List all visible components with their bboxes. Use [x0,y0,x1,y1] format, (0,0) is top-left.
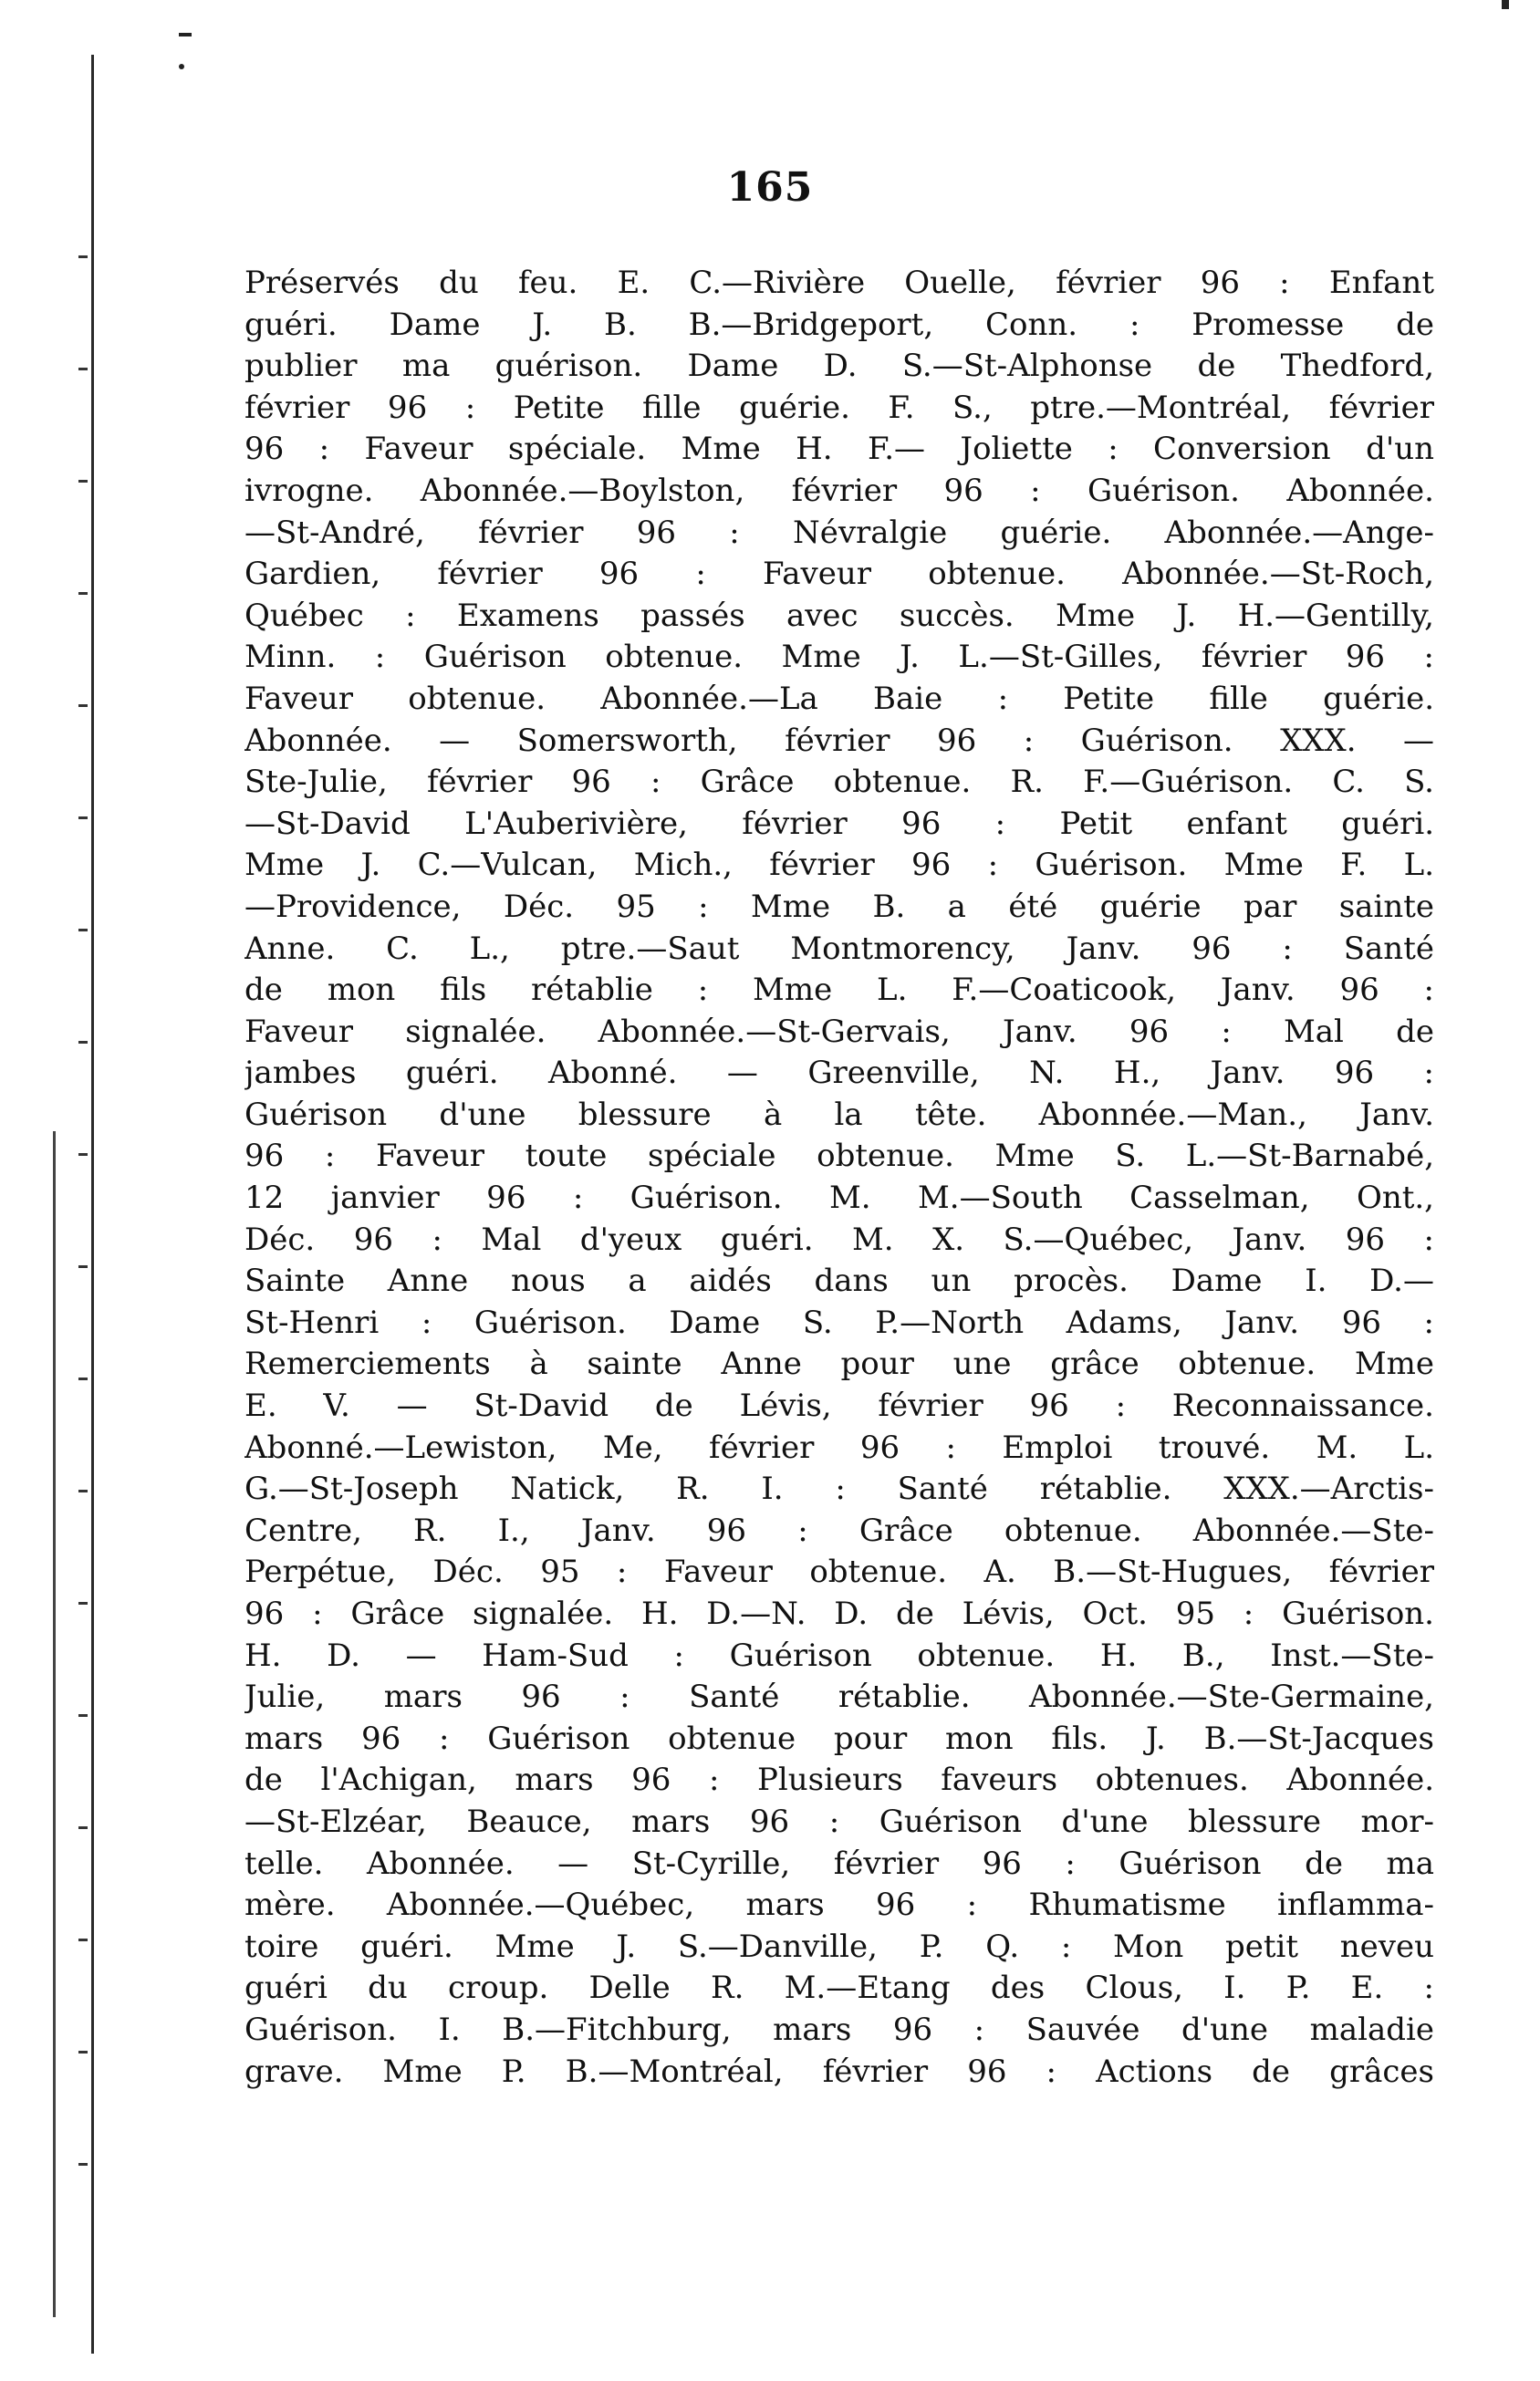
page-number: 165 [726,164,814,211]
text-line: G.—St-Joseph Natick, R. I. : Santé rétablie. XXX.—Arctis- [245,1471,1434,1508]
text-line: Minn. : Guérison obtenue. Mme J. L.—St-Gilles, février 96 : [245,639,1434,676]
text-line: Guérison d'une blessure à la tête. Abonnée.—Man., Janv. [245,1096,1434,1133]
text-line: Faveur signalée. Abonnée.—St-Gervais, Janv. 96 : Mal de [245,1013,1434,1050]
text-line: grave. Mme P. B.—Montréal, février 96 : Actions de grâces [245,2053,1434,2090]
text-line: 96 : Faveur toute spéciale obtenue. Mme S. L.—St-Barnabé, [245,1138,1434,1175]
text-line: Mme J. C.—Vulcan, Mich., février 96 : Guérison. Mme F. L. [245,847,1434,884]
text-line: H. D. — Ham-Sud : Guérison obtenue. H. B., Inst.—Ste- [245,1637,1434,1674]
text-line: ivrogne. Abonnée.—Boylston, février 96 : Guérison. Abonnée. [245,472,1434,509]
text-line: Préservés du feu. E. C.—Rivière Ouelle, février 96 : Enfant [245,265,1434,301]
text-line: Québec : Examens passés avec succès. Mme J. H.—Gentilly, [245,597,1434,634]
scan-mark-dash [179,33,192,36]
text-line: Déc. 96 : Mal d'yeux guéri. M. X. S.—Québec, Janv. 96 : [245,1221,1434,1258]
text-line: mère. Abonnée.—Québec, mars 96 : Rhumatisme inflamma- [245,1887,1434,1924]
text-line: E. V. — St-David de Lévis, février 96 : Reconnaissance. [245,1388,1434,1425]
text-line: Abonné.—Lewiston, Me, février 96 : Emploi trouvé. M. L. [245,1429,1434,1466]
text-line: de l'Achigan, mars 96 : Plusieurs faveurs obtenues. Abonnée. [245,1762,1434,1799]
text-line: 96 : Faveur spéciale. Mme H. F.— Joliette : Conversion d'un [245,431,1434,468]
text-line: Julie, mars 96 : Santé rétablie. Abonnée.—Ste-Germaine, [245,1679,1434,1716]
text-line: St-Henri : Guérison. Dame S. P.—North Adams, Janv. 96 : [245,1304,1434,1341]
text-line: —St-David L'Auberivière, février 96 : Petit enfant guéri. [245,805,1434,842]
page-edge-shadow [53,1131,56,2317]
scan-mark-corner [1502,0,1509,9]
text-line: Faveur obtenue. Abonnée.—La Baie : Petite fille guérie. [245,680,1434,717]
text-line: —St-André, février 96 : Névralgie guérie. Abonnée.—Ange- [245,514,1434,551]
text-line: —Providence, Déc. 95 : Mme B. a été guérie par sainte [245,888,1434,925]
body-text [245,263,1434,2093]
text-line: Centre, R. I., Janv. 96 : Grâce obtenue. Abonnée.—Ste- [245,1512,1434,1549]
text-line: guéri. Dame J. B. B.—Bridgeport, Conn. : Promesse de [245,306,1434,343]
text-line: guéri du croup. Delle R. M.—Etang des Clous, I. P. E. : [245,1970,1434,2007]
text-line: Remerciements à sainte Anne pour une grâce obtenue. Mme [245,1346,1434,1383]
text-line: —St-Elzéar, Beauce, mars 96 : Guérison d'une blessure mor- [245,1803,1434,1840]
text-line: publier ma guérison. Dame D. S.—St-Alphonse de Thedford, [245,348,1434,385]
text-line: Abonnée. — Somersworth, février 96 : Guérison. XXX. — [245,722,1434,759]
text-line: 96 : Grâce signalée. H. D.—N. D. de Lévis, Oct. 95 : Guérison. [245,1596,1434,1632]
text-line: Anne. C. L., ptre.—Saut Montmorency, Janv. 96 : Santé [245,930,1434,967]
text-line: Perpétue, Déc. 95 : Faveur obtenue. A. B.—St-Hugues, février [245,1554,1434,1591]
text-line: jambes guéri. Abonné. — Greenville, N. H., Janv. 96 : [245,1055,1434,1092]
text-line: 12 janvier 96 : Guérison. M. M.—South Casselman, Ont., [245,1180,1434,1217]
text-line: mars 96 : Guérison obtenue pour mon fils. J. B.—St-Jacques [245,1720,1434,1757]
page-edge-ticks [78,255,88,2262]
scan-mark-dot [179,64,184,69]
text-line: Guérison. I. B.—Fitchburg, mars 96 : Sauvée d'une maladie [245,2011,1434,2048]
text-line: telle. Abonnée. — St-Cyrille, février 96 : Guérison de ma [245,1845,1434,1882]
page-edge-line [91,55,94,2354]
text-line: de mon fils rétablie : Mme L. F.—Coaticook, Janv. 96 : [245,972,1434,1009]
text-line: toire guéri. Mme J. S.—Danville, P. Q. : Mon petit neveu [245,1928,1434,1965]
text-line: Gardien, février 96 : Faveur obtenue. Abonnée.—St-Roch, [245,556,1434,593]
text-line: février 96 : Petite fille guérie. F. S., ptre.—Montréal, février [245,389,1434,426]
text-line: Ste-Julie, février 96 : Grâce obtenue. R. F.—Guérison. C. S. [245,764,1434,801]
text-line: Sainte Anne nous a aidés dans un procès. Dame I. D.— [245,1263,1434,1300]
